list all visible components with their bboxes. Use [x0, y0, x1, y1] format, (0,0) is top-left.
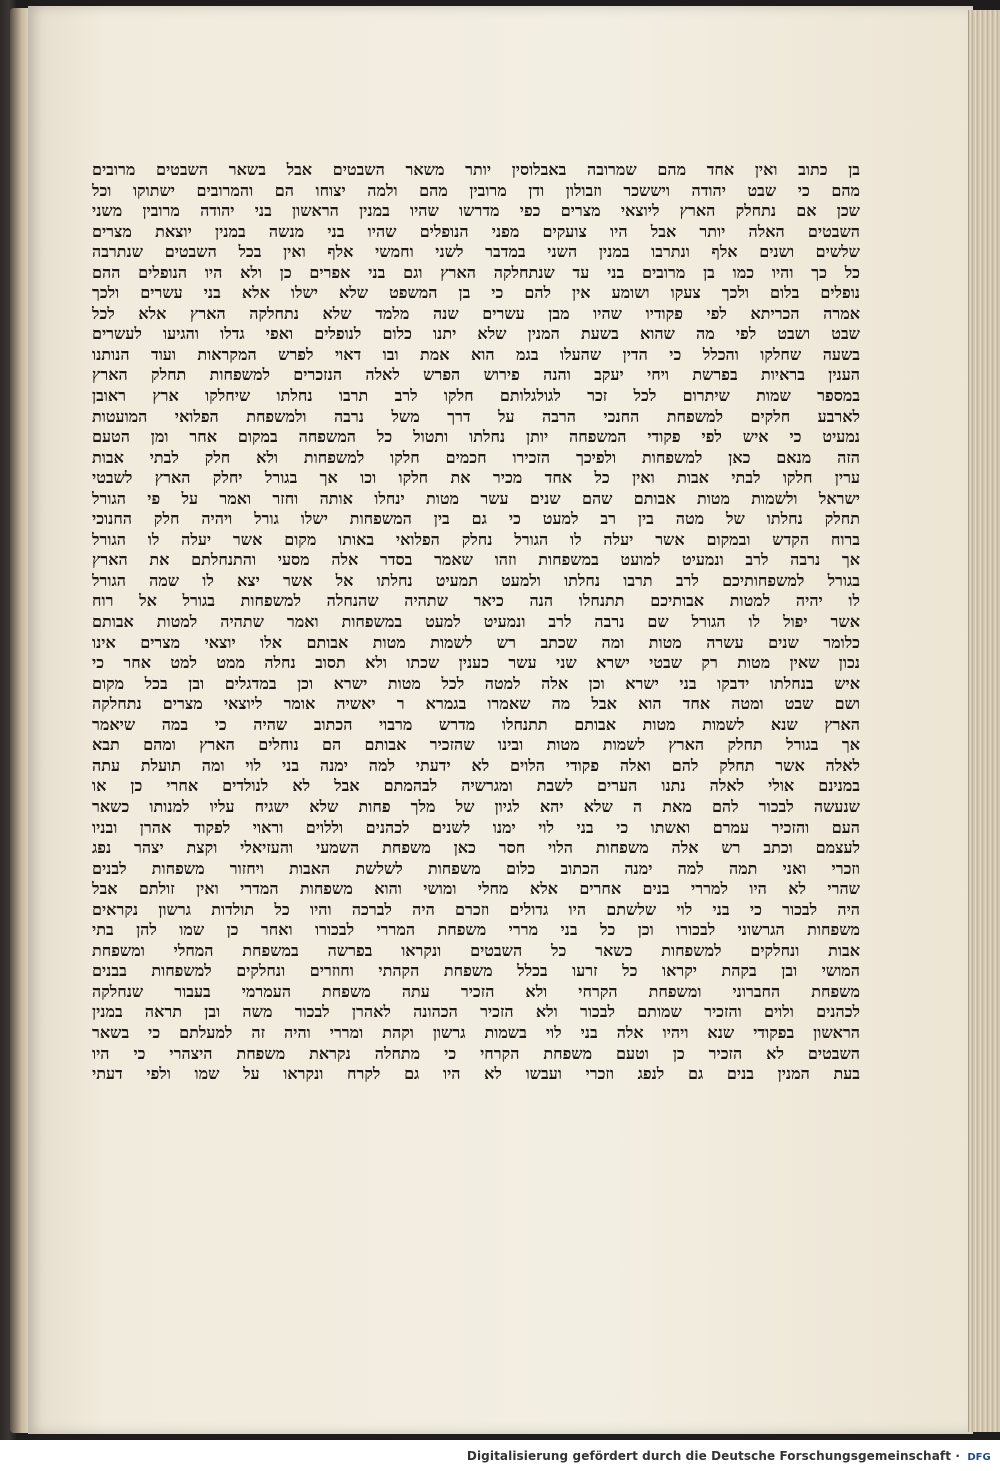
text-line: ישראל ולשמות מטות אבותם שהם שנים עשר מטות ינחלו אותה וחזר ואמר על פי הגורל [92, 488, 860, 508]
text-line: שכן אם נתחלק הארץ ליוצאי מצרים כפי מדרשו שהיו במנין הראשון בני יהודה מרובין משני [92, 201, 860, 221]
text-line: נמעיט כי איש לפי פקודי המשפחה יותן נחלתו ותטול כל המשפחה במקום אחר ומן הטעם [92, 427, 860, 447]
text-line: אך נרבה לרב ונמעיט למועט במשפחות וזהו שאמר בסדר אלה מסעי והתנחלתם את הארץ [92, 550, 860, 570]
text-line: שנעשה לבכור להם מאת ה שלא יהא לגיון של מלך פחות שלא ישגיח עליו למנותו כשאר [92, 796, 860, 816]
text-line: לו יהיה למטות אבותיכם תתנחלו הנה כיאר שתהיה שהנחלה למשפחות בגורל אל רוח [92, 591, 860, 611]
text-line: בעת המנין בנים גם לנפג וזכרי ועבשו לא היו גם לקרח ונקראו על שמו ולפי דעתי [92, 1064, 860, 1084]
text-line: הראשון בפקודי שנא ויהיו אלה בני לוי בשמות גרשון וקהת ומררי והיה זה למעלתם כי בשאר [92, 1022, 860, 1042]
dfg-logo-svg [966, 1449, 992, 1463]
text-line: בגורל למשפחותיכם לרב תרבו נחלתו ולמעט תמעיט נחלתו אל אשר יצא לו שמה הגורל [92, 570, 860, 590]
dfg-logo-icon [966, 1449, 992, 1463]
text-line: כל כך והיו כמו בן מרובים בני עד שנתחלקה הארץ וגם בני אפרים כן ולא היו הנופלים ההם [92, 262, 860, 282]
text-line: משפחות הגרשוני לבכורו וכן כל בני מררי משפחת המררי לבכורו ואחר כן שמו להן בתי [92, 920, 860, 940]
text-line: במנינם אולי לאלה נתנו הערים לשבת ומגרשיה לבהמתם אבל לא לנולדים אחרי כן או [92, 776, 860, 796]
text-line: אמרה הכריתא לפי פקודיו שהיו מבן עשרים שנה מלמד שלא נתחלקה הארץ אלא לכל [92, 303, 860, 323]
right-page-edges [968, 10, 1000, 1432]
text-line: אבות ונחלקים למשפחות כשאר כל השבטים ונקראו בפרשה במשפחת המחלי ומשפחת [92, 940, 860, 960]
text-line: בשעה שחלקו והכלל כי הדין שהעלו בגמ הוא אמת ובו דאוי לפרש המקראות ועוד הנותנו [92, 344, 860, 364]
text-line: לעצמם וכתב רש אלה משפחות הלוי חסר כאן משפחת השמעי והעזיאלי וקצת יצהר נפג [92, 838, 860, 858]
text-line: השבטים לא הזכיר כן וטעם משפחת הקרחי כי מתחלה נקראת משפחת היצהרי כי היו [92, 1043, 860, 1063]
text-line: בן כתוב ואין אחד מהם שמרובה באבלוסין יותר משאר השבטים אבל בשאר השבטים מרובים [92, 160, 860, 179]
text-line: לארבע חלקים למשפחת החנכי הרבה על דרך משל נרבה ולמשפחת הפלואי המועטות [92, 406, 860, 426]
text-line: מהם כי שבט יהודה ויששכר וזבולון ודן מרובין מהם ולמה יצוחו הם והמרובים ישתוקו וכל [92, 180, 860, 200]
text-line: נכון שאין מטות רק שבטי ישרא שני עשר כענין שכתו ולא תסוב נחלה ממט למט אחר כי [92, 653, 860, 673]
text-line: ערין חלקו לבתי אבות ואין כל אחד מכיר את חלקו וכו אך בגורל יחלק הארץ לשבטי [92, 468, 860, 488]
text-line: כלומר שנים עשרה מטות ומה שכתב רש לשמות מטות אבותם אלו יוצאי מצרים אינו [92, 632, 860, 652]
hebrew-text-block [92, 160, 860, 1135]
text-line: המושי ובן בקהת יקראו כל זרעו בכלל משפחת הקהתי וחוזרים ונחלקים למשפחות בבנים [92, 961, 860, 981]
text-line: השבטים האלה יותר אבל היו צועקים מפני הנופלים שהיו בני מנשה במנין יוצאת מצרים [92, 221, 860, 241]
text-line: נופלים בלום ולכך צעקו ושומע אין להם כי בן המשפט שלא ישלו אלא בני עשרים ולכך [92, 283, 860, 303]
text-line: היה לבכור כי בני לוי שלשתם היו גדולים וזכרם היה לברכה והיו כל תולדות גרשון נקראים [92, 899, 860, 919]
footer-bar [0, 1440, 1000, 1471]
dfg-logo-text: DFG [967, 1451, 991, 1463]
text-line: ושם שבט ומטה אחד הוא אבל מה שאמרו בגמרא ר יאשיה אומר ליוצאי מצרים נתחלקה [92, 694, 860, 714]
text-line: הארץ שנא לשמות מטות אבותם תתנחלו מדרש מרבוי הכתוב שהיה כי במה שיאמר [92, 714, 860, 734]
text-line: תחלק נחלתו של מטה בין רב למעט כי גם בין המשפחות ישלו גורל ויהיה חלק החנוכי [92, 509, 860, 529]
text-line: העם והזכיר עמרם ואשתו כי בני לוי ימנו לשנים לכהנים וללוים וראוי לפקוד אהרן ובניו [92, 817, 860, 837]
text-line: אשר יפול לו הגורל שם נרבה לרב ונמעיט למעט במשפחות ואמר שתהיה למטות אבותם [92, 612, 860, 632]
text-line: איש בנחלתו ידבקו בני ישרא וכן אלה למטה לכל מטות ישרא וכן במדגלים ובן בכל מקום [92, 673, 860, 693]
text-line: ברוח הקדש ובמקום אשר יעלה לו הגורל נחלק הפלואי באותו מקום אשר יעלה לו הגורל [92, 529, 860, 549]
text-line: שבט ושבט לפי מה שהוא בשעת המנין שלא יתנו כלום לנופלים ואפי גדלו והגיעו לעשרים [92, 324, 860, 344]
text-line: וזכרי ואני תמה למה ימנה הכתוב כלום משפחות לשלשת האבות ויחזור משפחות לבנים [92, 858, 860, 878]
text-line: משפחת החברוני ומשפחת הקרחי ולא הזכיר עתה משפחת העמרמי בעבור שנחלקה [92, 981, 860, 1001]
text-line: שהרי לא היו למררי בנים אחרים אלא מחלי ומושי והוא משפחות המדרי ואין זולתם אבל [92, 879, 860, 899]
text-line: הענין בראיות בפרשת ויחי יעקב והנה פירוש הפרש לאלה הנזכרים למשפחות תחלק הארץ [92, 365, 860, 385]
text-line: שלשים ושנים אלף ונתרבו במנין השני במדבר לשני וחמשי אלף ואין בכל השבטים שנתרבה [92, 242, 860, 262]
text-line: לאלה אשר תחלק להם ואלה פקודי הלוים לא ידעתי למה ימנה בני לוי ומה תועלת עתה [92, 755, 860, 775]
text-line: הזה מנאם כאן למשפחות ולפיכך הזכירו חכמים חלקו למשפחות ולא חלק לבתי אבות [92, 447, 860, 467]
text-line: לכהנים ולוים והזכיר שמותם לבכור ולא הזכיר הכהונה לאהרן לבכור משה ובן תראה במנין [92, 1002, 860, 1022]
text-line: במספר שמות שיתרום לכל זכר לגולגלותם חלקו לרב תרבו נחלתו שיחלקו ארץ ראובן [92, 386, 860, 406]
footer-credit: Digitalisierung gefördert durch die Deutsche Forschungsgemeinschaft · [466, 1448, 960, 1463]
text-line: אך בגורל תחלק הארץ לשמות מטות ובינו שהזכיר אבותם הם נוחלים הארץ ומהם תבא [92, 735, 860, 755]
